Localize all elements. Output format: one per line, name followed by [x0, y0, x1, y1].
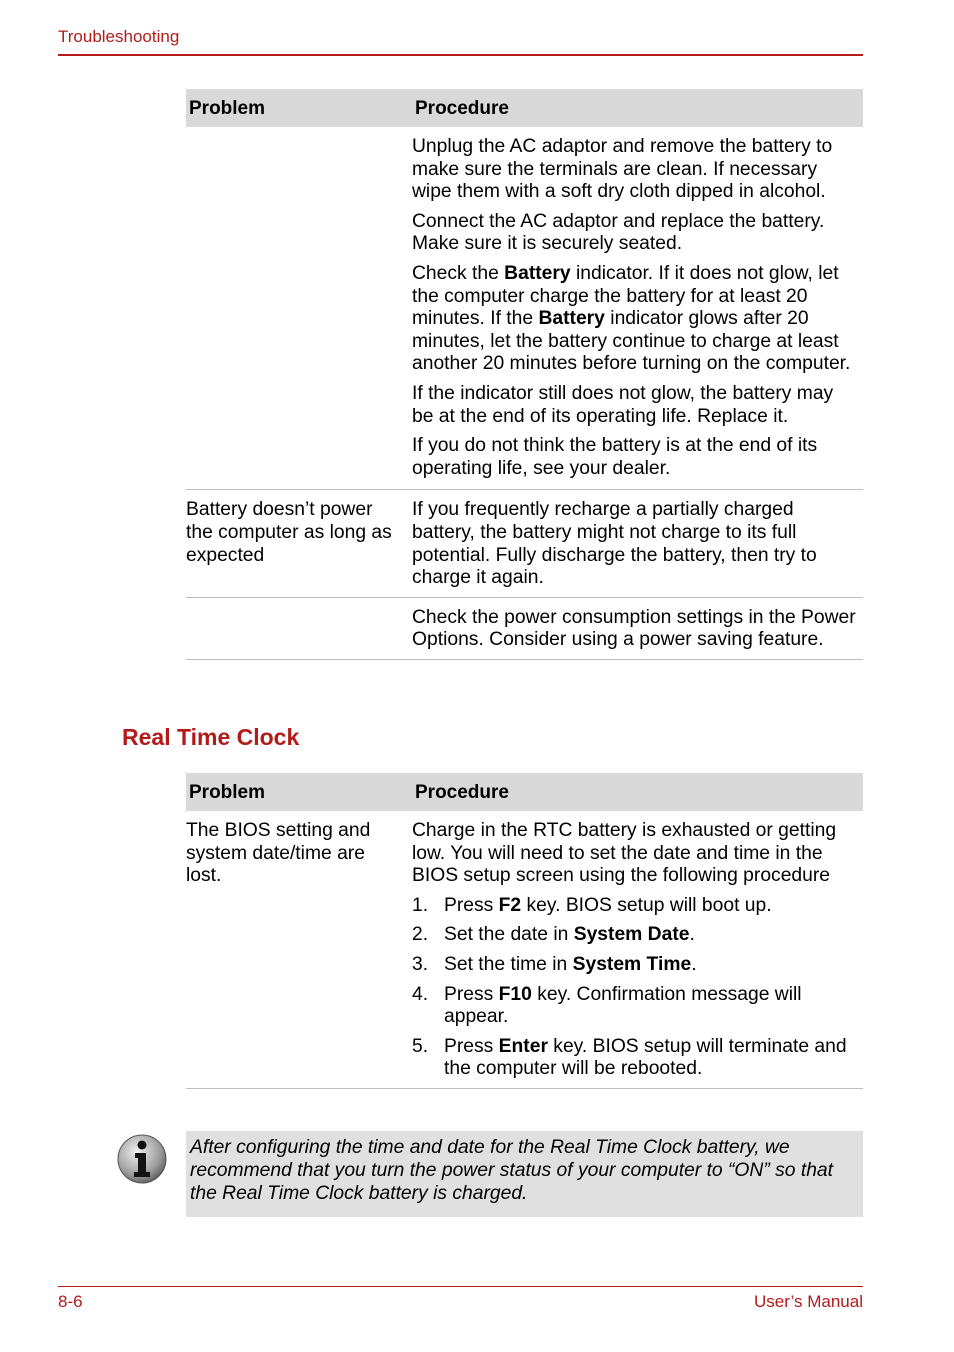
list-item: 3. Set the time in System Time. — [412, 953, 697, 975]
list-item: 2. Set the date in System Date. — [412, 924, 695, 946]
procedure-paragraph: Connect the AC adaptor and replace the battery. Make sure it is securely seated. — [412, 210, 825, 255]
table-row — [186, 598, 863, 660]
list-item: 1. Press F2 key. BIOS setup will boot up. — [412, 894, 772, 916]
column-header-problem: Problem — [189, 98, 266, 119]
table-row — [186, 811, 863, 1089]
header-rule — [58, 54, 863, 56]
table-row — [186, 127, 863, 490]
procedure-paragraph: Unplug the AC adaptor and remove the battery to make sure the terminals are clean. If necessary wipe them with a soft dry cloth dipped in alcohol. — [412, 136, 833, 203]
procedure-steps — [412, 895, 857, 1081]
section-title: Real Time Clock — [122, 724, 300, 750]
procedure-cell — [412, 136, 857, 480]
manual-title: User’s Manual — [754, 1292, 863, 1311]
page-number: 8-6 — [58, 1292, 83, 1311]
problem-cell: The BIOS setting and system date/time are lost. — [186, 820, 371, 887]
procedure-cell — [412, 607, 857, 652]
procedure-paragraph: If the indicator still does not glow, the battery may be at the end of its operating life. Replace it. — [412, 382, 834, 427]
procedure-paragraph: If you do not think the battery is at the end of its operating life, see your dealer. — [412, 435, 818, 479]
procedure-paragraph: Check the power consumption settings in the Power Options. Consider using a power saving feature. — [412, 606, 856, 651]
table-row — [186, 490, 863, 597]
troubleshooting-table-rtc — [186, 773, 863, 1089]
table-header — [186, 773, 863, 811]
running-head: Troubleshooting — [58, 27, 180, 46]
procedure-paragraph: If you frequently recharge a partially charged battery, the battery might not charge to its full potential. Fully discharge the battery, then try to charge it again. — [412, 499, 817, 589]
procedure-cell — [412, 820, 857, 1081]
note-text: After configuring the time and date for the Real Time Clock battery, we recommend that you turn the power status of your computer to “ON” so that the Real Time Clock battery is charged. — [190, 1137, 834, 1204]
list-item: 5. Press Enter key. BIOS setup will terminate and the computer will be rebooted. — [412, 1035, 847, 1080]
info-icon — [116, 1133, 168, 1185]
procedure-paragraph: Check the Battery indicator. If it does not glow, let the computer charge the battery for at least 20 minutes. If the Battery indicator glows after 20 minutes, let the battery continue to charge at least another 20 minutes before turning on the computer. — [412, 262, 851, 375]
procedure-paragraph: Charge in the RTC battery is exhausted or getting low. You will need to set the date and time in the BIOS setup screen using the following procedure — [412, 820, 837, 887]
problem-cell: Battery doesn’t power the computer as long as expected — [186, 499, 392, 566]
table-header — [186, 89, 863, 127]
footer-rule — [58, 1286, 863, 1287]
column-header-procedure: Procedure — [415, 782, 509, 803]
column-header-problem: Problem — [189, 782, 266, 803]
column-header-procedure: Procedure — [415, 98, 509, 119]
troubleshooting-table-battery — [186, 89, 863, 660]
procedure-cell — [412, 499, 857, 589]
note-box — [186, 1131, 863, 1217]
list-item: 4. Press F10 key. Confirmation message will appear. — [412, 983, 802, 1028]
